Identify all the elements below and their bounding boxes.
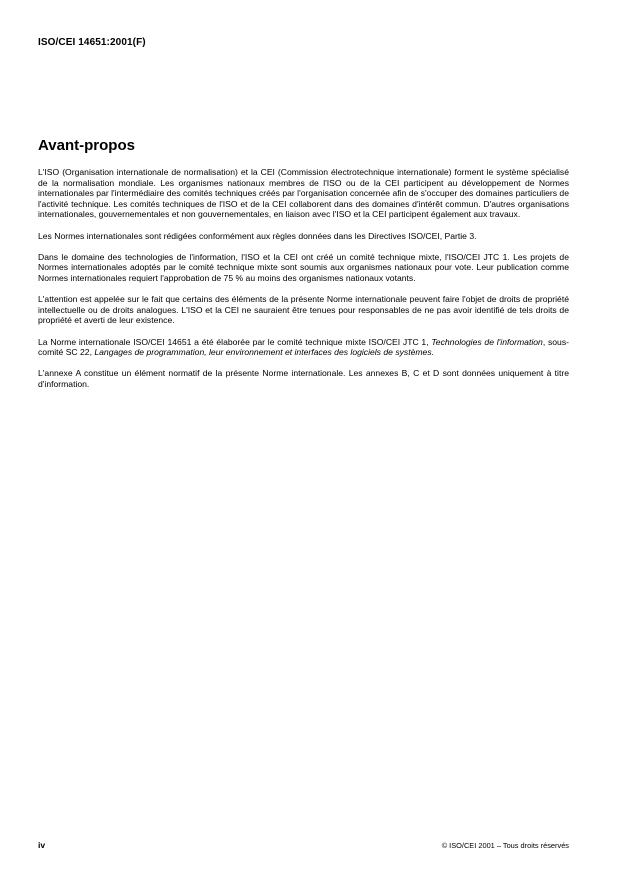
preparation-subcommittee-title: Langages de programmation, leur environnement et interfaces des logiciels de systèmes.	[94, 347, 434, 358]
paragraph-jtc1: Dans le domaine des technologies de l'information, l'ISO et la CEI ont créé un comité technique mixte, l'ISO/CEI JTC 1. Les projets de Normes internationales adoptés par le comité technique mixte sont soumis aux organismes nationaux pour vote. Leur publication comme Normes internationales requiert l'approbation de 75 % au moins des organismes nationaux votants.	[38, 251, 569, 283]
section-title: Avant-propos	[38, 137, 135, 154]
preparation-text-middle: , sous-comité SC 22,	[38, 336, 569, 358]
paragraph-directives: Les Normes internationales sont rédigées conformément aux règles données dans les Directives ISO/CEI, Partie 3.	[38, 230, 477, 241]
paragraph-organisations: L'ISO (Organisation internationale de normalisation) et la CEI (Commission électrotechnique internationale) forment le système spécialisé de la normalisation mondiale. Les organismes nationaux membres de l'ISO ou de la CEI participent au développement de Normes internationales par l'intermédiaire des comités techniques créés par l'organisation concernée afin de s'occuper des domaines particuliers de l'activité technique. Les comités techniques de l'ISO et de la CEI collaborent dans des domaines d'intérêt commun. D'autres organisations internationales, gouvernementales et non gouvernementales, en liaison avec l'ISO et la CEI participent également aux travaux.	[38, 167, 569, 220]
paragraph-patent-rights: L'attention est appelée sur le fait que certains des éléments de la présente Norme internationale peuvent faire l'objet de droits de propriété intellectuelle ou de droits analogues. L'ISO et la CEI ne sauraient être tenues pour responsables de ne pas avoir identifié de tels droits de propriété et averti de leur existence.	[38, 294, 569, 326]
preparation-committee-title: Technologies de l'information	[431, 336, 543, 347]
copyright-notice: © ISO/CEI 2001 – Tous droits réservés	[441, 841, 569, 850]
preparation-text-before: La Norme internationale ISO/CEI 14651 a été élaborée par le comité technique mixte ISO/CEI JTC 1,	[38, 336, 432, 347]
page-number: iv	[38, 840, 46, 850]
foreword-body	[38, 167, 569, 400]
document-id: ISO/CEI 14651:2001(F)	[38, 37, 146, 48]
paragraph-annexes: L'annexe A constitue un élément normatif de la présente Norme internationale. Les annexes B, C et D sont données uniquement à titre d'information.	[38, 368, 569, 389]
paragraph-preparation	[38, 337, 569, 358]
